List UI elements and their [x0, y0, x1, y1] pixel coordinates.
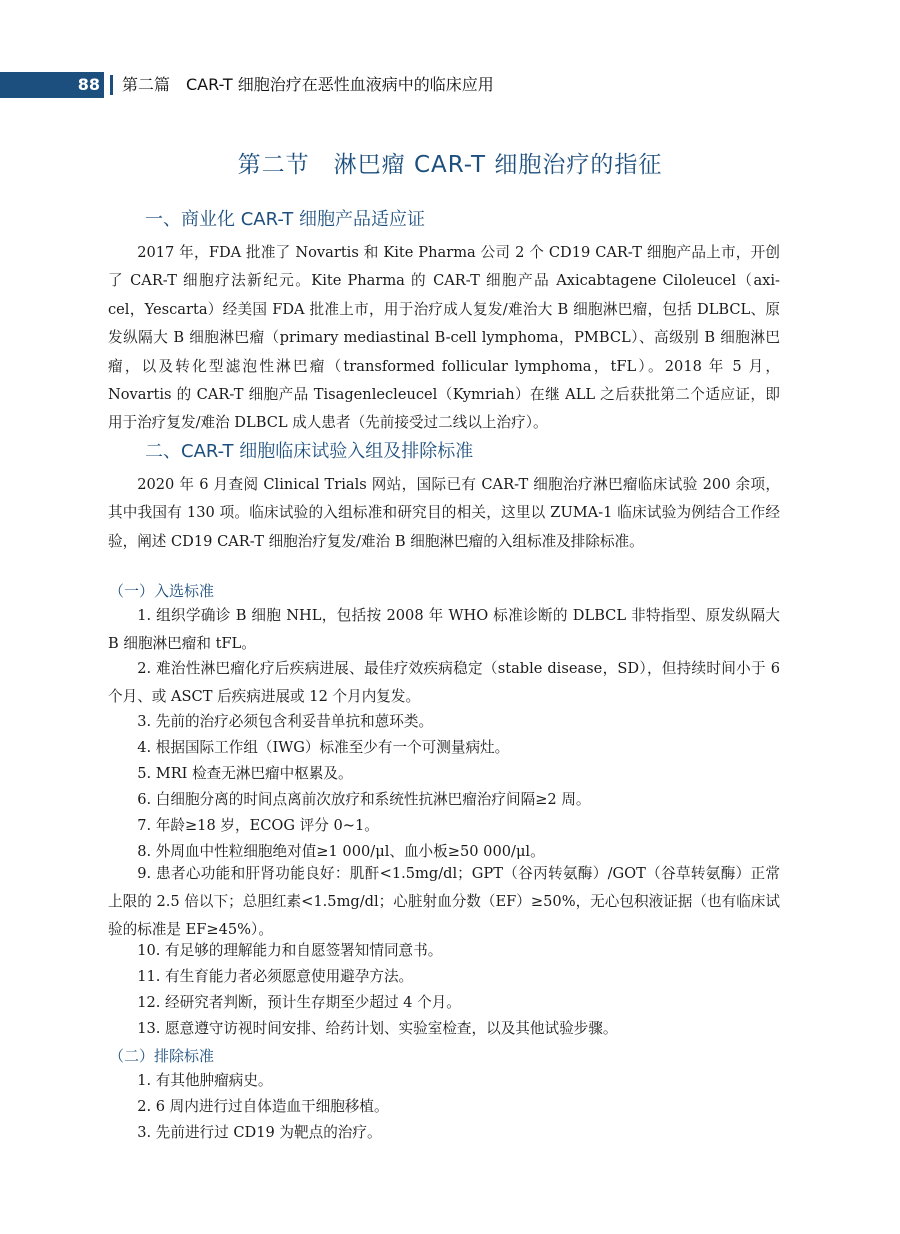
heading-inclusion-criteria: （一）入选标准: [109, 582, 215, 600]
heading-exclusion-criteria: （二）排除标准: [109, 1047, 215, 1065]
inclusion-item: 8. 外周血中性粒细胞绝对值≥1 000/μl、血小板≥50 000/μl。: [137, 843, 545, 860]
heading-trial-criteria: 二、CAR-T 细胞临床试验入组及排除标准: [145, 441, 474, 462]
inclusion-item: 5. MRI 检查无淋巴瘤中枢累及。: [137, 765, 353, 782]
heading-commercial-indications: 一、商业化 CAR-T 细胞产品适应证: [145, 209, 425, 230]
header-divider: [110, 75, 113, 95]
running-title: 第二篇 CAR-T 细胞治疗在恶性血液病中的临床应用: [122, 75, 494, 94]
inclusion-item: 4. 根据国际工作组（IWG）标准至少有一个可测量病灶。: [137, 739, 510, 756]
paragraph-trial-criteria: 2020 年 6 月查阅 Clinical Trials 网站，国际已有 CAR-T 细胞治疗淋巴瘤临床试验 200 余项，其中我国有 130 项。临床试验的入组标准和研究目的相关，这里以 ZUMA-1 临床试验为例结合工作经验，阐述 CD19 CAR-T 细胞治疗复发/难治 B 细胞淋巴瘤的入组标准及排除标准。: [108, 476, 780, 550]
running-header: [0, 72, 900, 98]
inclusion-item: 9. 患者心功能和肝肾功能良好：肌酐<1.5mg/dl；GPT（谷丙转氨酶）/GOT（谷草转氨酶）正常上限的 2.5 倍以下；总胆红素<1.5mg/dl；心脏射血分数（EF）≥50%，无心包积液证据（也有临床试验的标准是 EF≥45%）。: [108, 865, 780, 938]
inclusion-item: 10. 有足够的理解能力和自愿签署知情同意书。: [137, 942, 443, 959]
inclusion-item: 1. 组织学确诊 B 细胞 NHL，包括按 2008 年 WHO 标准诊断的 DLBCL 非特指型、原发纵隔大 B 细胞淋巴瘤和 tFL。: [108, 607, 780, 652]
inclusion-item: 6. 白细胞分离的时间点离前次放疗和系统性抗淋巴瘤治疗间隔≥2 周。: [137, 791, 591, 808]
inclusion-item: 13. 愿意遵守访视时间安排、给药计划、实验室检查，以及其他试验步骤。: [137, 1020, 618, 1037]
inclusion-item: 11. 有生育能力者必须愿意使用避孕方法。: [137, 968, 414, 985]
inclusion-item: 3. 先前的治疗必须包含利妥昔单抗和蒽环类。: [137, 713, 434, 730]
exclusion-item: 1. 有其他肿瘤病史。: [137, 1072, 273, 1089]
page-number: 88: [77, 75, 100, 94]
inclusion-item: 12. 经研究者判断，预计生存期至少超过 4 个月。: [137, 994, 461, 1011]
paragraph-commercial-indications: 2017 年，FDA 批准了 Novartis 和 Kite Pharma 公司 2 个 CD19 CAR-T 细胞产品上市，开创了 CAR-T 细胞疗法新纪元。Kite Pharma 的 CAR-T 细胞产品 Axicabtagene Ciloleucel（axi-cel，Yescarta）经美国 FDA 批准上市，用于治疗成人复发/难治大 B 细胞淋巴瘤，包括 DLBCL、原发纵隔大 B 细胞淋巴瘤（primary mediastinal B-cell lymphoma，PMBCL）、高级别 B 细胞淋巴瘤，以及转化型滤泡性淋巴瘤（transformed follicular lymphoma，tFL）。2018 年 5 月，Novartis 的 CAR-T 细胞产品 Tisagenlecleucel（Kymriah）在继 ALL 之后获批第二个适应证，即用于治疗复发/难治 DLBCL 成人患者（先前接受过二线以上治疗）。: [108, 244, 780, 432]
exclusion-item: 2. 6 周内进行过自体造血干细胞移植。: [137, 1098, 389, 1115]
inclusion-item: 7. 年龄≥18 岁，ECOG 评分 0~1。: [137, 817, 379, 834]
inclusion-item: 2. 难治性淋巴瘤化疗后疾病进展、最佳疗效疾病稳定（stable disease，SD），但持续时间小于 6 个月、或 ASCT 后疾病进展或 12 个月内复发。: [108, 660, 780, 705]
section-title: 第二节 淋巴瘤 CAR-T 细胞治疗的指征: [237, 152, 663, 178]
exclusion-item: 3. 先前进行过 CD19 为靶点的治疗。: [137, 1124, 382, 1141]
